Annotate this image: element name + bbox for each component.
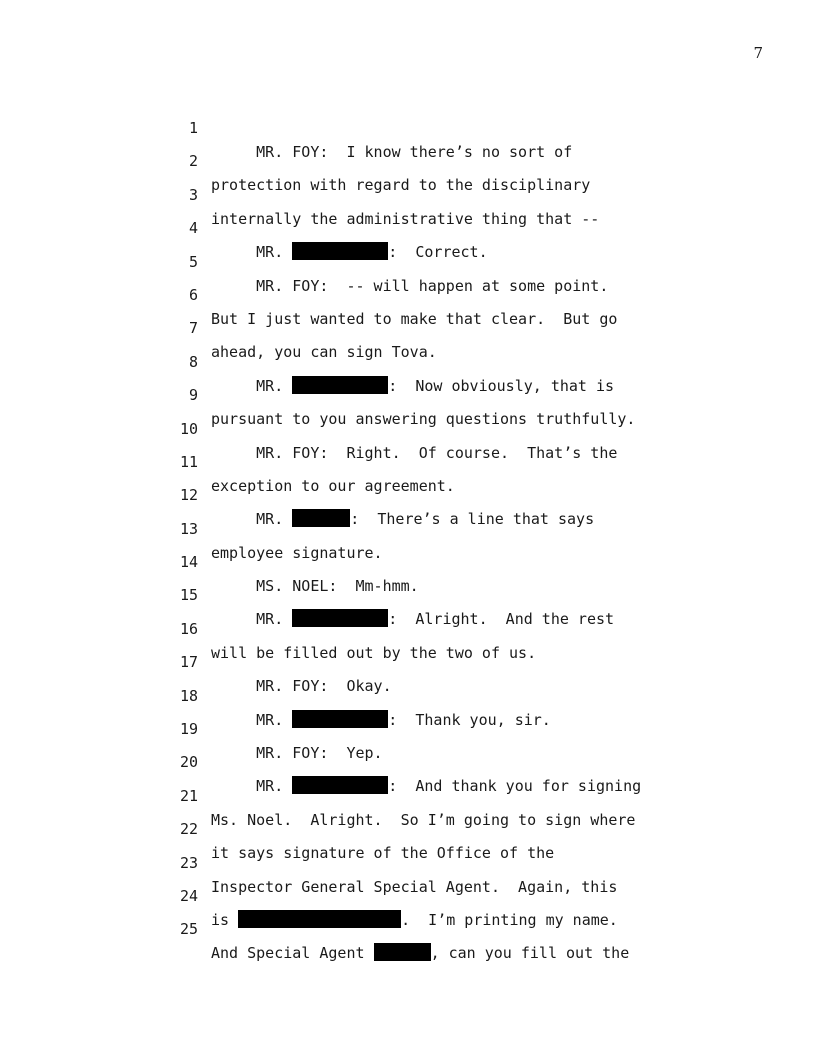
line-text-segment: MR. FOY: -- will happen at some point. — [211, 276, 609, 295]
line-text-segment: . I’m printing my name. — [401, 910, 618, 929]
line-number: 19 — [179, 720, 198, 739]
line-number: 5 — [188, 252, 198, 271]
line-number: 12 — [179, 486, 198, 505]
transcript-line — [0, 159, 816, 228]
line-text-segment: MR. — [211, 376, 293, 395]
transcript-line — [0, 326, 816, 395]
transcript-line — [0, 493, 816, 562]
transcript-line — [0, 226, 816, 295]
transcript-line — [0, 125, 816, 195]
line-text-segment: MR. FOY: Okay. — [211, 677, 392, 696]
line-number: 2 — [188, 152, 198, 171]
line-text-segment: it says signature of the Office of the — [211, 844, 555, 863]
line-text-segment: MR. — [211, 610, 293, 629]
line-text-segment: pursuant to you answering questions truthfully. — [211, 410, 636, 429]
transcript-line — [0, 426, 816, 495]
transcript-line — [0, 593, 816, 662]
transcript-line — [0, 259, 816, 328]
transcript-line — [0, 192, 816, 262]
line-number: 7 — [188, 319, 198, 338]
line-number: 10 — [179, 419, 198, 438]
line-number: 14 — [179, 553, 198, 572]
line-text-segment: But I just wanted to make that clear. But go — [211, 309, 618, 328]
line-text-segment: exception to our agreement. — [211, 476, 455, 495]
line-text-segment: MR. — [211, 243, 293, 262]
redaction-block — [374, 943, 431, 961]
line-text-segment: Inspector General Special Agent. Again, this — [211, 877, 618, 896]
line-text-segment: ahead, you can sign Tova. — [211, 343, 437, 362]
line-text-segment: employee signature. — [211, 543, 383, 562]
line-text-segment: MR. — [211, 710, 293, 729]
transcript-body — [0, 92, 816, 963]
line-number: 8 — [188, 352, 198, 371]
line-text-segment: MS. NOEL: Mm-hmm. — [211, 577, 419, 596]
line-number: 9 — [188, 386, 198, 405]
line-text-segment: And Special Agent — [211, 944, 374, 963]
line-number: 4 — [188, 219, 198, 238]
line-text-segment: MR. — [211, 777, 293, 796]
line-text-segment: MR. FOY: I know there’s no sort of — [211, 143, 573, 161]
line-text-segment: : There’s a line that says — [350, 510, 595, 529]
line-text-segment: internally the administrative thing that -- — [211, 209, 600, 228]
line-number: 13 — [179, 519, 198, 538]
line-number: 18 — [179, 686, 198, 705]
line-text-segment: Ms. Noel. Alright. So I’m going to sign where — [211, 810, 636, 829]
line-text-segment: : Correct. — [388, 243, 488, 262]
line-text-segment: : Alright. And the rest — [388, 610, 615, 629]
transcript-line — [0, 760, 816, 829]
line-number: 25 — [179, 920, 198, 939]
transcript-line — [0, 92, 816, 161]
transcript-line — [0, 292, 816, 362]
line-number: 24 — [179, 886, 198, 905]
line-text-segment: MR. FOY: Right. Of course. That’s the — [211, 443, 618, 462]
line-number: 23 — [179, 853, 198, 872]
transcript-line — [0, 860, 816, 929]
line-text-segment: is — [211, 910, 239, 929]
line-number: 22 — [179, 820, 198, 839]
line-text-segment: : Thank you, sir. — [388, 710, 551, 729]
line-text-segment: : And thank you for signing — [388, 777, 642, 796]
line-text-segment: MR. — [211, 510, 293, 529]
line-number: 3 — [188, 185, 198, 204]
line-number: 6 — [188, 285, 198, 304]
line-number: 17 — [179, 653, 198, 672]
line-number: 20 — [179, 753, 198, 772]
line-text-segment: will be filled out by the two of us. — [211, 643, 537, 662]
line-text-segment: : Now obviously, that is — [388, 376, 615, 395]
transcript-line — [0, 660, 816, 729]
line-number: 11 — [179, 452, 198, 471]
line-text-segment: protection with regard to the disciplinary — [211, 176, 591, 195]
line-number: 15 — [179, 586, 198, 605]
line-number: 1 — [188, 119, 198, 137]
line-text-segment: MR. FOY: Yep. — [211, 744, 383, 763]
line-text — [211, 941, 629, 965]
transcript-line — [0, 893, 816, 963]
line-number: 21 — [179, 786, 198, 805]
page-number: 7 — [753, 44, 763, 62]
line-number: 16 — [179, 619, 198, 638]
line-text-segment: , can you fill out the — [430, 944, 630, 963]
